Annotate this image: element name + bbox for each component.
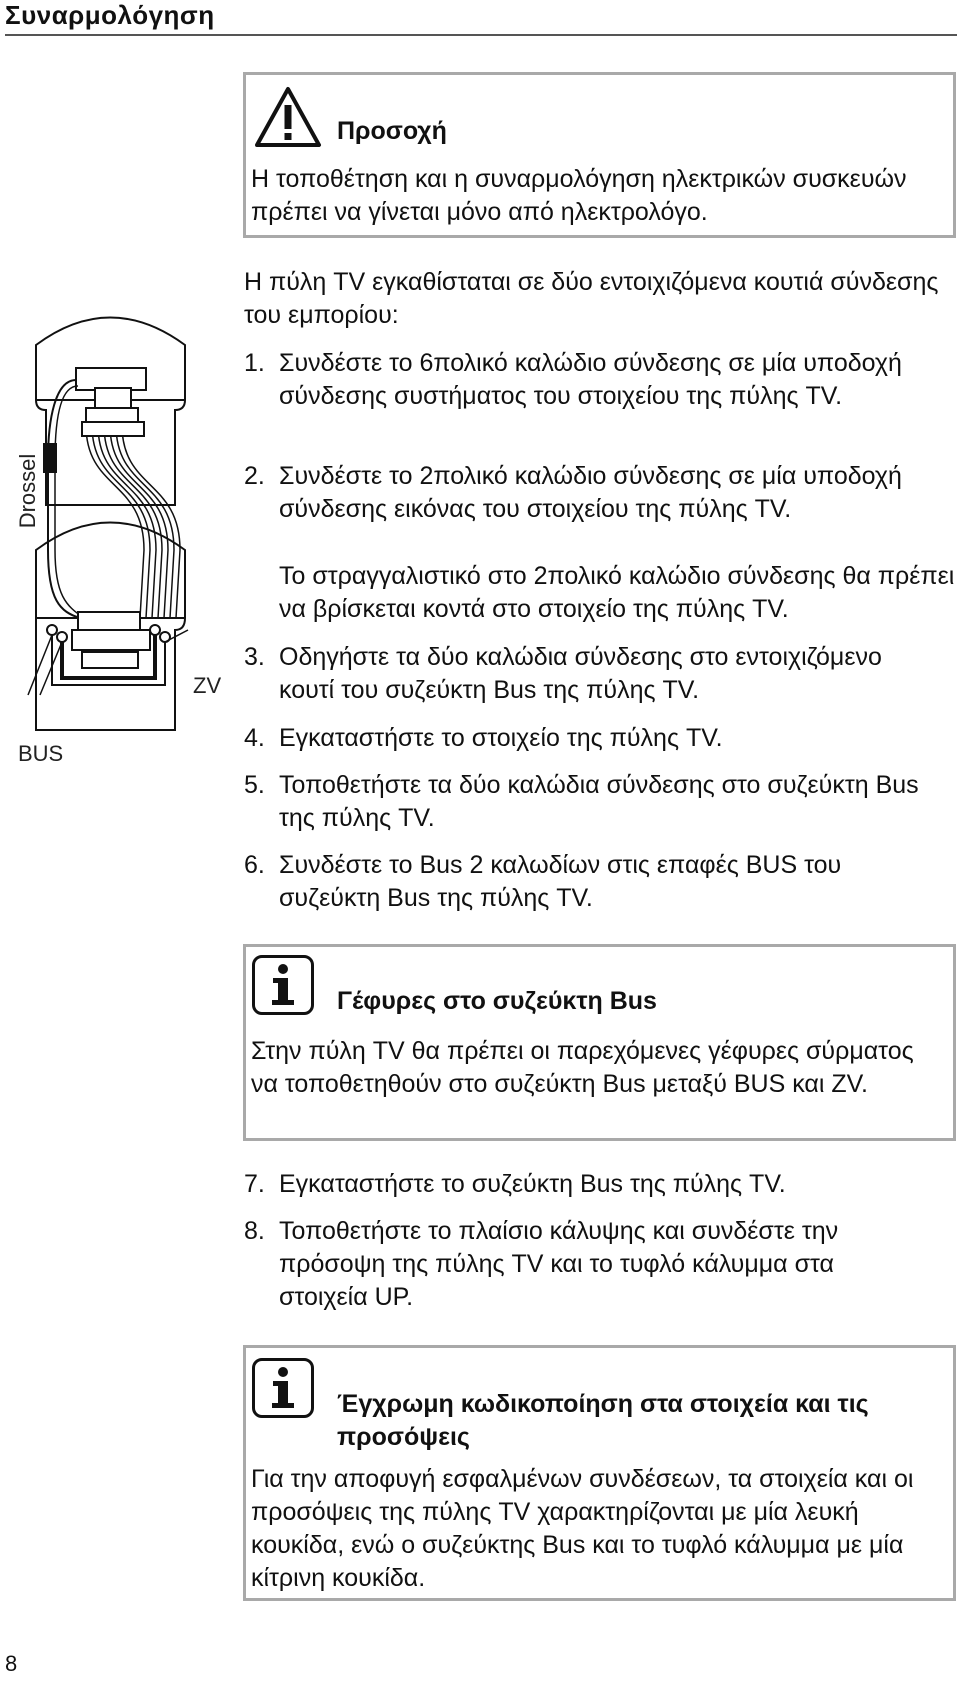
step-number: 6. [244, 851, 265, 879]
step-number: 5. [244, 771, 265, 799]
warning-triangle-icon [253, 85, 323, 149]
info-box-text: Στην πύλη TV θα πρέπει οι παρεχόμενες γέφυρες σύρματος να τοποθετηθούν στο συζεύκτη Bus μεταξύ BUS και ZV. [251, 1037, 914, 1098]
step-number: 4. [244, 724, 265, 752]
system-socket [76, 368, 146, 390]
info-box-title: Έγχρωμη κωδικοποίηση στα στοιχεία και τις προσόψεις [337, 1390, 869, 1451]
info-icon [252, 955, 314, 1015]
bus-coupler-terminal [82, 652, 138, 668]
caution-text: Η τοποθέτηση και η συναρμολόγηση ηλεκτρικών συσκευών πρέπει να γίνεται μόνο από ηλεκτρολόγο. [251, 165, 907, 226]
step-text: Συνδέστε το 2πολικό καλώδιο σύνδεσης σε μία υποδοχή σύνδεσης εικόνας του στοιχείου της πύλης TV. [279, 462, 902, 523]
step-number: 2. [244, 462, 265, 490]
caution-title: Προσοχή [337, 117, 447, 145]
page-heading: Συναρμολόγηση [5, 0, 215, 30]
step-text: Το στραγγαλιστικό στο 2πολικό καλώδιο σύνδεσης θα πρέπει να βρίσκεται κοντά στο στοιχείο της πύλης TV. [279, 562, 955, 623]
step-text: Συνδέστε το 6πολικό καλώδιο σύνδεσης σε μία υποδοχή σύνδεσης συστήματος του στοιχείου της πύλης TV. [279, 349, 902, 410]
choke [43, 443, 57, 473]
heading-divider [5, 34, 957, 36]
step-text: Οδηγήστε τα δύο καλώδια σύνδεσης στο εντοιχιζόμενο κουτί του συζεύκτη Bus της πύλης TV. [279, 643, 882, 704]
info-box-bridges [243, 944, 956, 1141]
label-zv: ZV [193, 673, 222, 698]
step-text: Τοποθετήστε το πλαίσιο κάλυψης και συνδέστε την πρόσοψη της πύλης TV και το τυφλό κάλυμμα στα στοιχεία UP. [279, 1217, 839, 1311]
page-number: 8 [5, 1651, 18, 1676]
step-text: Εγκαταστήστε το συζεύκτη Bus της πύλης TV. [279, 1170, 786, 1198]
step-number: 3. [244, 643, 265, 671]
step-number: 1. [244, 349, 265, 377]
step-number: 8. [244, 1217, 265, 1245]
label-drossel: Drossel [15, 453, 40, 529]
step-number: 7. [244, 1170, 265, 1198]
info-box-text: Για την αποφυγή εσφαλμένων συνδέσεων, τα στοιχεία και οι προσόψεις της πύλης TV χαρακτηρίζονται με μία λευκή κουκίδα, ενώ ο συζεύκτης Bus και το τυφλό κάλυμμα με μία κίτρινη κουκίδα. [251, 1465, 914, 1592]
info-box-color-coding [243, 1345, 956, 1601]
info-box-title: Γέφυρες στο συζεύκτη Bus [337, 987, 657, 1015]
step-text: Τοποθετήστε τα δύο καλώδια σύνδεσης στο συζεύκτη Bus της πύλης TV. [279, 771, 919, 832]
caution-box [243, 72, 956, 238]
label-bus: BUS [18, 741, 64, 766]
info-icon [252, 1358, 314, 1418]
step-text: Συνδέστε το Bus 2 καλωδίων στις επαφές BUS του συζεύκτη Bus της πύλης TV. [279, 851, 842, 912]
intro-text: Η πύλη TV εγκαθίσταται σε δύο εντοιχιζόμενα κουτιά σύνδεσης του εμπορίου: [244, 268, 939, 329]
step-text: Εγκαταστήστε το στοιχείο της πύλης TV. [279, 724, 723, 752]
